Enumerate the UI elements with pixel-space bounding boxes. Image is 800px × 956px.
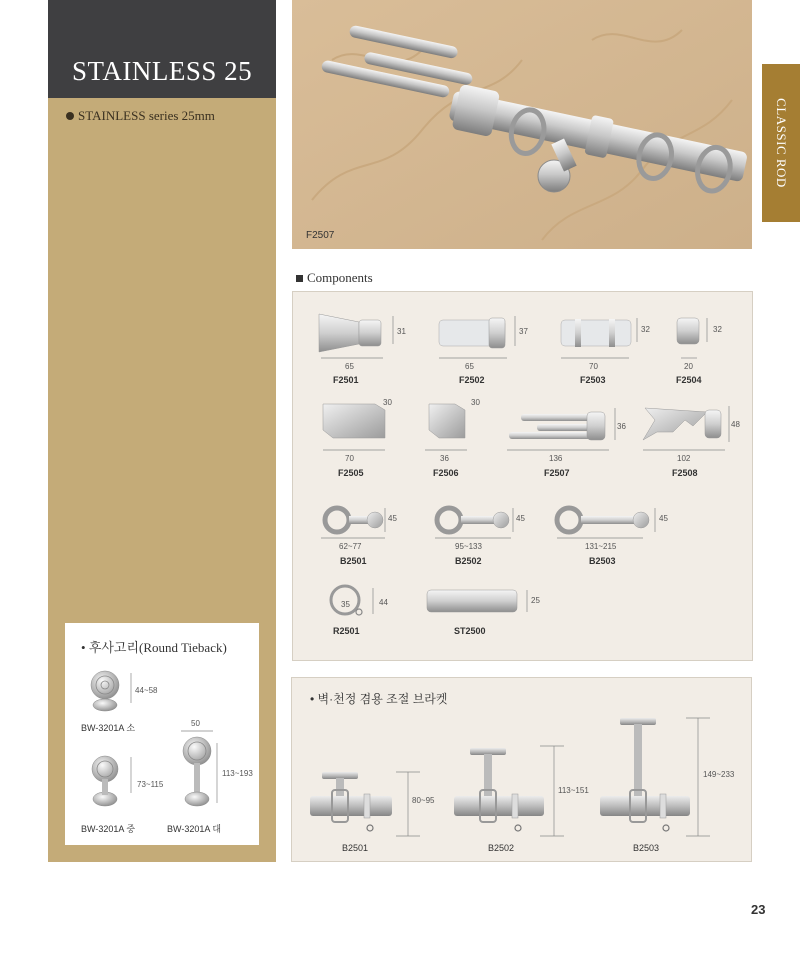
r2501-code: R2501 bbox=[333, 626, 360, 636]
brackets-heading-text: 벽·천정 겸용 조절 브라켓 bbox=[317, 692, 448, 706]
components-heading bbox=[296, 270, 373, 286]
bracket-b2503-code: B2503 bbox=[633, 843, 660, 853]
b2503-height: 45 bbox=[659, 514, 668, 523]
product-photo bbox=[292, 0, 752, 249]
brackets-panel bbox=[291, 677, 752, 862]
page-number: 23 bbox=[751, 902, 766, 917]
tieback-small-code: BW-3201A 소 bbox=[81, 723, 136, 733]
f2507-code: F2507 bbox=[544, 468, 570, 478]
tieback-small-size: 44~58 bbox=[135, 686, 158, 695]
brackets-drawings bbox=[292, 678, 753, 863]
tieback-box bbox=[65, 623, 259, 845]
b2503-width: 131~215 bbox=[585, 542, 617, 551]
f2505-width: 70 bbox=[345, 454, 354, 463]
bullet-icon bbox=[66, 112, 74, 120]
f2504-width: 20 bbox=[684, 362, 693, 371]
st2500-height: 25 bbox=[531, 596, 540, 605]
f2507-width: 136 bbox=[549, 454, 563, 463]
tieback-medium-size: 73~115 bbox=[137, 780, 164, 789]
tieback-drawings bbox=[65, 623, 259, 845]
bracket-b2501-size: 80~95 bbox=[412, 796, 435, 805]
f2507-height: 36 bbox=[617, 422, 626, 431]
tieback-medium-code: BW-3201A 중 bbox=[81, 824, 136, 834]
f2501-width: 65 bbox=[345, 362, 354, 371]
b2501-height: 45 bbox=[388, 514, 397, 523]
b2503-code: B2503 bbox=[589, 556, 616, 566]
b2501-width: 62~77 bbox=[339, 542, 362, 551]
f2503-width: 70 bbox=[589, 362, 598, 371]
bracket-b2501-code: B2501 bbox=[342, 843, 369, 853]
f2502-width: 65 bbox=[465, 362, 474, 371]
f2502-code: F2502 bbox=[459, 375, 485, 385]
f2501-height: 31 bbox=[397, 327, 406, 336]
tieback-heading: • 후사고리(Round Tieback) bbox=[81, 640, 227, 655]
bracket-b2503-size: 149~233 bbox=[703, 770, 735, 779]
tieback-large-width: 50 bbox=[191, 719, 200, 728]
page-subtitle bbox=[66, 108, 215, 124]
bracket-b2502-size: 113~151 bbox=[558, 786, 589, 795]
b2501-code: B2501 bbox=[340, 556, 367, 566]
f2506-width: 36 bbox=[440, 454, 449, 463]
f2508-height: 48 bbox=[731, 420, 740, 429]
tieback-large-code: BW-3201A 대 bbox=[167, 824, 222, 834]
st2500-code: ST2500 bbox=[454, 626, 486, 636]
f2504-height: 32 bbox=[713, 325, 722, 334]
tieback-large-size: 113~193 bbox=[222, 769, 253, 778]
r2501-height: 44 bbox=[379, 598, 388, 607]
page-title: STAINLESS 25 bbox=[72, 56, 253, 86]
tieback-heading-text: 후사고리(Round Tieback) bbox=[88, 640, 227, 655]
f2504-code: F2504 bbox=[676, 375, 702, 385]
subtitle-text: STAINLESS series 25mm bbox=[78, 108, 215, 123]
b2502-width: 95~133 bbox=[455, 542, 482, 551]
f2505-code: F2505 bbox=[338, 468, 364, 478]
f2503-code: F2503 bbox=[580, 375, 606, 385]
bracket-b2502-code: B2502 bbox=[488, 843, 515, 853]
r2501-diameter: 35 bbox=[341, 600, 350, 609]
square-bullet-icon bbox=[296, 275, 303, 282]
f2501-code: F2501 bbox=[333, 375, 359, 385]
side-tab-label: CLASSIC ROD bbox=[774, 98, 789, 188]
f2502-height: 37 bbox=[519, 327, 528, 336]
photo-illustration bbox=[292, 0, 752, 249]
brackets-heading: • 벽·천정 겸용 조절 브라켓 bbox=[310, 692, 448, 706]
f2505-height: 30 bbox=[383, 398, 392, 407]
components-heading-text: Components bbox=[307, 270, 373, 285]
f2508-width: 102 bbox=[677, 454, 691, 463]
side-tab[interactable] bbox=[762, 64, 800, 222]
b2502-height: 45 bbox=[516, 514, 525, 523]
f2506-height: 30 bbox=[471, 398, 480, 407]
photo-label: F2507 bbox=[306, 230, 335, 241]
f2503-height: 32 bbox=[641, 325, 650, 334]
f2506-code: F2506 bbox=[433, 468, 459, 478]
b2502-code: B2502 bbox=[455, 556, 482, 566]
components-panel bbox=[292, 291, 753, 661]
f2508-code: F2508 bbox=[672, 468, 698, 478]
